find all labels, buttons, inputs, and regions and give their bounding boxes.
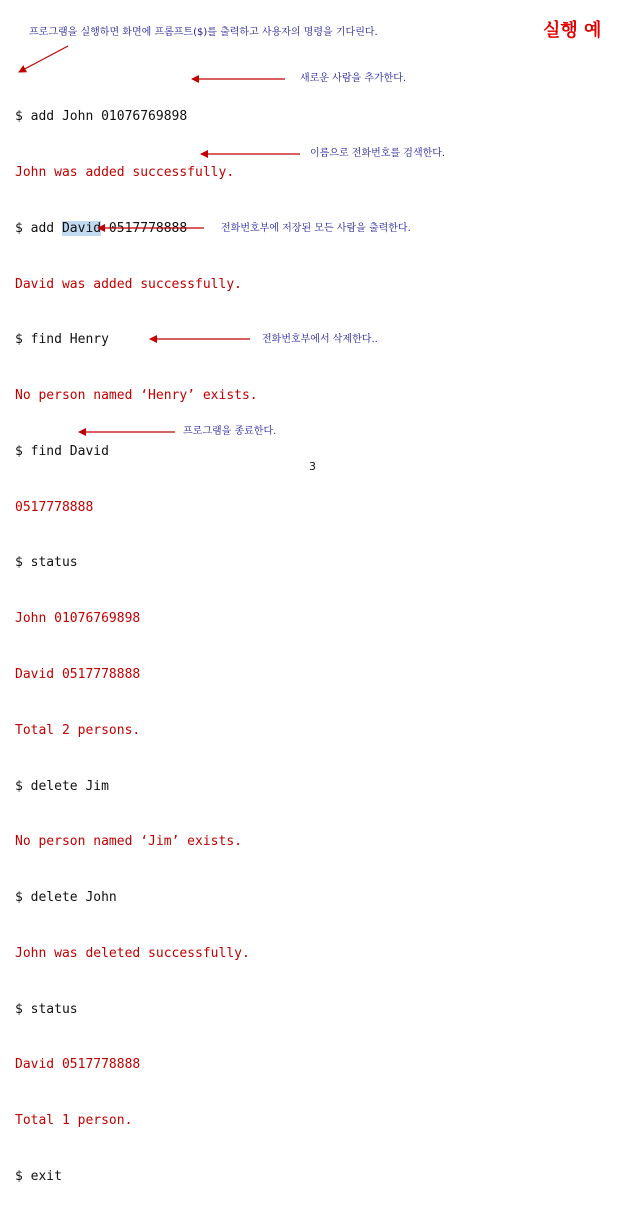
console-output-line: Total 2 persons. xyxy=(15,722,141,738)
arrow-to-prompt xyxy=(19,46,68,72)
annotation-delete: 전화번호부에서 삭제한다.. xyxy=(262,334,378,345)
console-command-line: $ status xyxy=(15,555,78,571)
console-output-line: Total 1 person. xyxy=(15,1113,133,1129)
slide-title: 실행 예 xyxy=(543,20,602,41)
console-command-line: $ add John 01076769898 xyxy=(15,109,188,125)
console-command-line: $ find Henry xyxy=(15,332,109,348)
annotation-find: 이름으로 전화번호를 검색한다. xyxy=(310,148,446,159)
console-output-line: David 0517778888 xyxy=(15,667,141,682)
selected-text-highlight: David xyxy=(61,220,102,236)
console-command-line: $ status xyxy=(15,1001,78,1017)
console-output-line: John was deleted successfully. xyxy=(15,945,250,961)
annotation-status: 전화번호부에 저장된 모든 사람을 출력한다. xyxy=(221,223,411,234)
command-text: $ add xyxy=(15,220,62,236)
console-command-line: $ exit xyxy=(15,1169,62,1185)
command-text: 0517778888 xyxy=(101,220,188,236)
console-command-line: $ delete John xyxy=(15,890,117,906)
console-command-line: $ find David xyxy=(15,443,109,459)
page-number: 3 xyxy=(309,460,316,473)
annotation-add: 새로운 사람을 추가한다. xyxy=(300,73,407,84)
console-output-line: John was added successfully. xyxy=(15,164,235,180)
console-output-line: John 01076769898 xyxy=(15,611,141,627)
console-output-line: 0517778888 xyxy=(15,499,94,515)
console-transcript xyxy=(15,71,258,1205)
console-command-line: $ delete Jim xyxy=(15,778,109,794)
console-output-line: David 0517778888 xyxy=(15,1057,141,1073)
console-output-line: David was added successfully. xyxy=(15,276,242,292)
annotation-exit: 프로그램을 종료한다. xyxy=(183,426,277,437)
prompt-description-note: 프로그램을 실행하면 화면에 프롬프트($)를 출력하고 사용자의 명령을 기다린다. xyxy=(29,27,378,38)
console-output-line: No person named ‘Jim’ exists. xyxy=(15,834,242,850)
console-output-line: No person named ‘Henry’ exists. xyxy=(15,388,258,404)
